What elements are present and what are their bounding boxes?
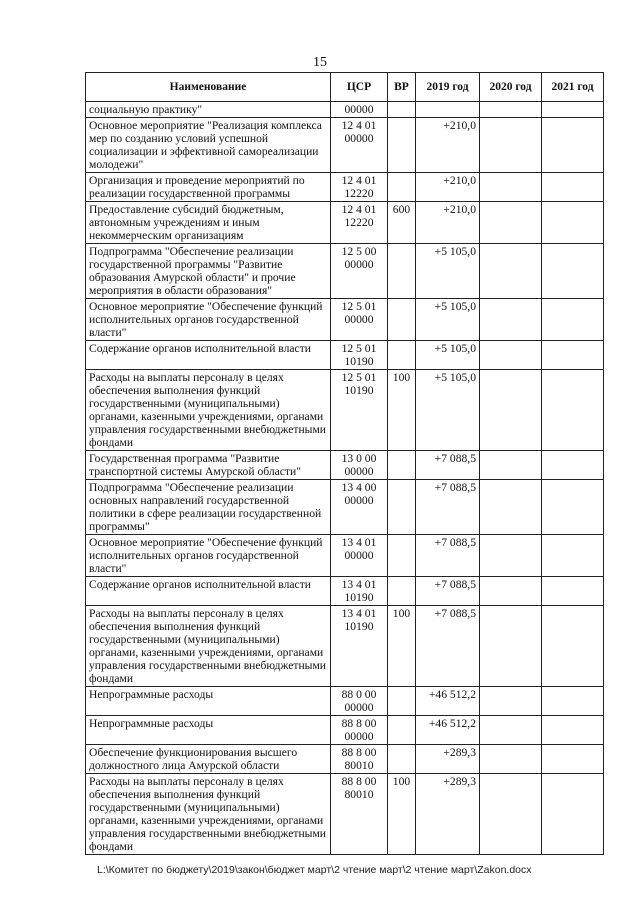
- cell-csr: 13 4 00 00000: [331, 480, 388, 535]
- cell-2019: +210,0: [416, 202, 480, 244]
- cell-2020: [480, 774, 542, 855]
- cell-name: Обеспечение функционирования высшего должностного лица Амурской области: [86, 745, 331, 774]
- cell-2021: [542, 535, 604, 577]
- cell-csr: 00000: [331, 102, 388, 118]
- table-row: [86, 745, 604, 774]
- cell-vr: [388, 535, 416, 577]
- cell-csr: 13 4 01 10190: [331, 606, 388, 687]
- cell-vr: [388, 102, 416, 118]
- cell-2021: [542, 606, 604, 687]
- cell-vr: [388, 745, 416, 774]
- cell-csr: 13 0 00 00000: [331, 451, 388, 480]
- cell-2021: [542, 480, 604, 535]
- cell-2020: [480, 173, 542, 202]
- table-row: [86, 202, 604, 244]
- cell-2019: +5 105,0: [416, 299, 480, 341]
- cell-csr: 88 0 00 00000: [331, 687, 388, 716]
- cell-2019: +5 105,0: [416, 370, 480, 451]
- cell-vr: [388, 341, 416, 370]
- cell-name: Содержание органов исполнительной власти: [86, 577, 331, 606]
- cell-csr: 12 5 01 00000: [331, 299, 388, 341]
- cell-2019: +7 088,5: [416, 451, 480, 480]
- budget-table: [85, 72, 604, 855]
- cell-name: Предоставление субсидий бюджетным, автономным учреждениям и иным некоммерческим организациям: [86, 202, 331, 244]
- cell-2019: +7 088,5: [416, 535, 480, 577]
- cell-name: Подпрограмма "Обеспечение реализации государственной программы "Развитие образования Амурской области" и прочие мероприятия в области образования": [86, 244, 331, 299]
- cell-vr: [388, 173, 416, 202]
- cell-name: Основное мероприятие "Реализация комплекса мер по созданию условий успешной социализации и эффективной самореализации молодежи": [86, 118, 331, 173]
- cell-2021: [542, 202, 604, 244]
- header-2020: 2020 год: [480, 73, 542, 102]
- cell-2019: +7 088,5: [416, 480, 480, 535]
- cell-name: Организация и проведение мероприятий по реализации государственной программы: [86, 173, 331, 202]
- cell-vr: [388, 687, 416, 716]
- table-row: [86, 606, 604, 687]
- cell-vr: [388, 451, 416, 480]
- header-2021: 2021 год: [542, 73, 604, 102]
- table-row: [86, 173, 604, 202]
- cell-2021: [542, 451, 604, 480]
- cell-2020: [480, 687, 542, 716]
- cell-2019: +46 512,2: [416, 716, 480, 745]
- cell-2020: [480, 535, 542, 577]
- cell-2021: [542, 716, 604, 745]
- cell-name: Расходы на выплаты персоналу в целях обеспечения выполнения функций государственными (муниципальными) органами, казенными учреждениями, органами управления государственными внебюджетными фондами: [86, 774, 331, 855]
- cell-csr: 12 4 01 00000: [331, 118, 388, 173]
- header-2019: 2019 год: [416, 73, 480, 102]
- cell-csr: 13 4 01 10190: [331, 577, 388, 606]
- cell-name: Основное мероприятие "Обеспечение функций исполнительных органов государственной власти": [86, 299, 331, 341]
- cell-csr: 88 8 00 80010: [331, 774, 388, 855]
- cell-2021: [542, 687, 604, 716]
- cell-2019: [416, 102, 480, 118]
- cell-name: Подпрограмма "Обеспечение реализации основных направлений государственной политики в сфере реализации государственной программы": [86, 480, 331, 535]
- table-row: [86, 687, 604, 716]
- cell-name: Непрограммные расходы: [86, 716, 331, 745]
- cell-2020: [480, 299, 542, 341]
- cell-2019: +7 088,5: [416, 606, 480, 687]
- header-csr: ЦСР: [331, 73, 388, 102]
- cell-2020: [480, 244, 542, 299]
- cell-name: Государственная программа "Развитие транспортной системы Амурской области": [86, 451, 331, 480]
- cell-2020: [480, 202, 542, 244]
- table-row: [86, 370, 604, 451]
- cell-csr: 13 4 01 00000: [331, 535, 388, 577]
- cell-2019: +210,0: [416, 118, 480, 173]
- cell-name: Основное мероприятие "Обеспечение функций исполнительных органов государственной власти": [86, 535, 331, 577]
- cell-2021: [542, 774, 604, 855]
- cell-csr: 88 8 00 80010: [331, 745, 388, 774]
- table-row: [86, 716, 604, 745]
- table-row: [86, 535, 604, 577]
- cell-2020: [480, 370, 542, 451]
- table-row: [86, 118, 604, 173]
- cell-2020: [480, 102, 542, 118]
- cell-2021: [542, 745, 604, 774]
- file-path-footer: L:\Комитет по бюджету\2019\закон\бюджет март\2 чтение март\2 чтение март\Zakon.docx: [97, 864, 532, 876]
- cell-2021: [542, 173, 604, 202]
- cell-name: Непрограммные расходы: [86, 687, 331, 716]
- cell-2021: [542, 299, 604, 341]
- cell-name: Содержание органов исполнительной власти: [86, 341, 331, 370]
- cell-name: социальную практику": [86, 102, 331, 118]
- cell-vr: [388, 480, 416, 535]
- table-body: [86, 102, 604, 855]
- table-row: [86, 102, 604, 118]
- cell-vr: [388, 244, 416, 299]
- cell-vr: [388, 577, 416, 606]
- cell-2019: +5 105,0: [416, 341, 480, 370]
- cell-vr: 100: [388, 606, 416, 687]
- table-row: [86, 299, 604, 341]
- header-vr: ВР: [388, 73, 416, 102]
- table-row: [86, 577, 604, 606]
- cell-2019: +5 105,0: [416, 244, 480, 299]
- cell-vr: [388, 716, 416, 745]
- cell-vr: 100: [388, 370, 416, 451]
- cell-2021: [542, 370, 604, 451]
- cell-csr: 12 5 00 00000: [331, 244, 388, 299]
- table-row: [86, 480, 604, 535]
- cell-2020: [480, 341, 542, 370]
- cell-csr: 12 5 01 10190: [331, 341, 388, 370]
- cell-2019: +289,3: [416, 745, 480, 774]
- cell-name: Расходы на выплаты персоналу в целях обеспечения выполнения функций государственными (муниципальными) органами, казенными учреждениями, органами управления государственными внебюджетными фондами: [86, 606, 331, 687]
- cell-2020: [480, 745, 542, 774]
- cell-vr: [388, 118, 416, 173]
- cell-2021: [542, 118, 604, 173]
- table-row: [86, 451, 604, 480]
- cell-2019: +210,0: [416, 173, 480, 202]
- cell-2020: [480, 606, 542, 687]
- cell-2021: [542, 102, 604, 118]
- header-name: Наименование: [86, 73, 331, 102]
- cell-2020: [480, 451, 542, 480]
- cell-2020: [480, 118, 542, 173]
- cell-2019: +7 088,5: [416, 577, 480, 606]
- cell-vr: [388, 299, 416, 341]
- table-row: [86, 244, 604, 299]
- cell-csr: 12 5 01 10190: [331, 370, 388, 451]
- cell-vr: 100: [388, 774, 416, 855]
- cell-2020: [480, 716, 542, 745]
- cell-2019: +289,3: [416, 774, 480, 855]
- cell-2021: [542, 341, 604, 370]
- cell-csr: 88 8 00 00000: [331, 716, 388, 745]
- cell-2020: [480, 577, 542, 606]
- page-number: 15: [313, 55, 327, 70]
- cell-2021: [542, 577, 604, 606]
- cell-2019: +46 512,2: [416, 687, 480, 716]
- table-header-row: [86, 73, 604, 102]
- cell-vr: 600: [388, 202, 416, 244]
- cell-2021: [542, 244, 604, 299]
- cell-csr: 12 4 01 12220: [331, 173, 388, 202]
- cell-csr: 12 4 01 12220: [331, 202, 388, 244]
- cell-2020: [480, 480, 542, 535]
- table-row: [86, 341, 604, 370]
- table-row: [86, 774, 604, 855]
- cell-name: Расходы на выплаты персоналу в целях обеспечения выполнения функций государственными (муниципальными) органами, казенными учреждениями, органами управления государственными внебюджетными фондами: [86, 370, 331, 451]
